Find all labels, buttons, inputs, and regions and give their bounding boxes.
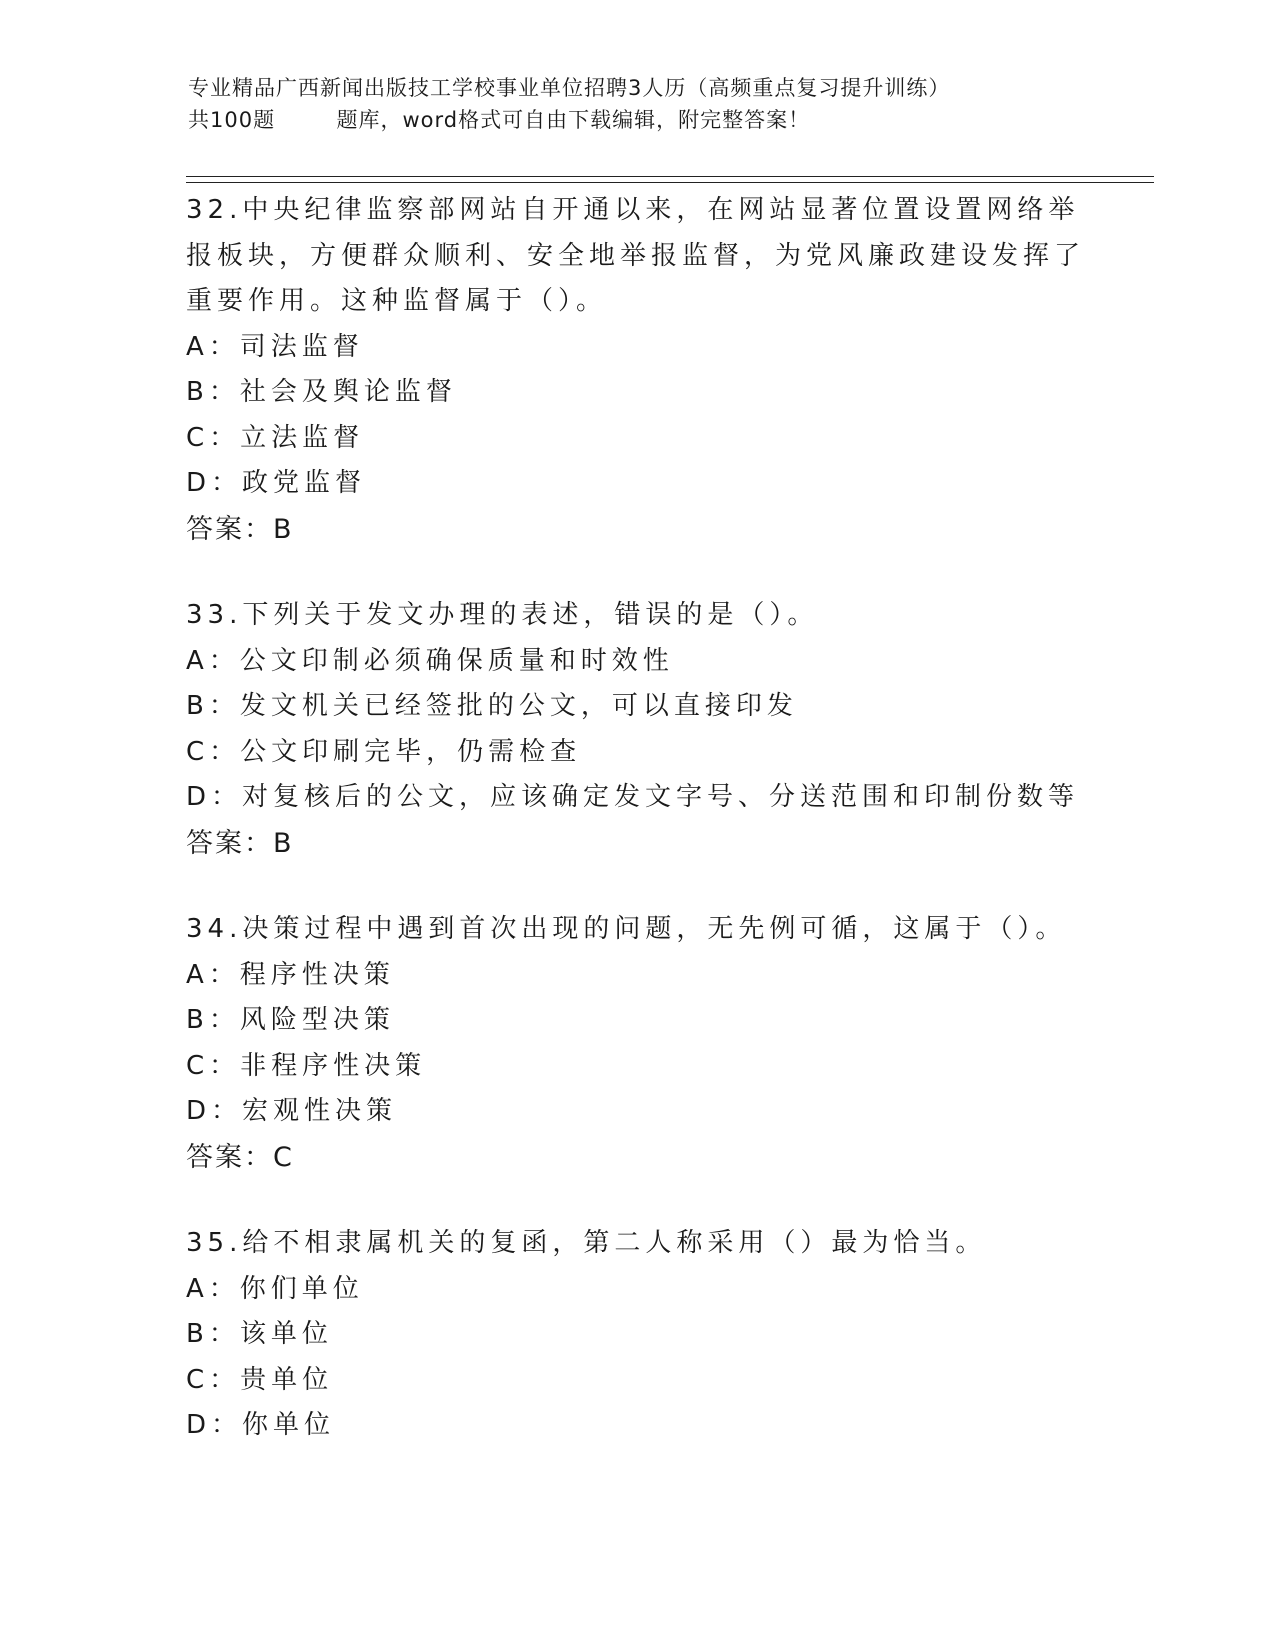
- header-title: 专业精品广西新闻出版技工学校事业单位招聘3人历（高频重点复习提升训练）: [188, 76, 951, 100]
- answer: 答案：C: [186, 1141, 294, 1173]
- question-32: [186, 188, 1086, 552]
- option-b: B：风险型决策: [186, 1005, 395, 1035]
- option-b: B：该单位: [186, 1319, 333, 1349]
- option-d: D：政党监督: [186, 468, 367, 498]
- option-c: C：立法监督: [186, 422, 365, 453]
- option-a: A：司法监督: [186, 331, 364, 362]
- option-b: B：社会及舆论监督: [186, 377, 457, 407]
- document-header: [188, 72, 1148, 136]
- question-35: [186, 1221, 1086, 1449]
- header-rule-top: [186, 176, 1154, 177]
- question-stem: 34.决策过程中遇到首次出现的问题，无先例可循，这属于（）。: [186, 914, 1067, 944]
- answer: 答案：B: [186, 827, 294, 859]
- question-33: [186, 593, 1086, 866]
- header-subtitle: 共100题 题库，word格式可自由下载编辑，附完整答案！: [188, 108, 811, 132]
- question-34: [186, 907, 1086, 1180]
- question-stem: 32.中央纪律监察部网站自开通以来，在网站显著位置设置网络举报板块，方便群众顺利、安全地举报监督，为党风廉政建设发挥了重要作用。这种监督属于（）。: [186, 195, 1086, 316]
- question-stem: 35.给不相隶属机关的复函，第二人称采用（）最为恰当。: [186, 1228, 987, 1258]
- answer: 答案：B: [186, 513, 294, 545]
- option-d: D：你单位: [186, 1410, 336, 1440]
- option-a: A：公文印制必须确保质量和时效性: [186, 645, 674, 676]
- option-a: A：你们单位: [186, 1273, 364, 1304]
- option-b: B：发文机关已经签批的公文，可以直接印发: [186, 691, 798, 721]
- option-c: C：非程序性决策: [186, 1050, 427, 1081]
- question-stem: 33.下列关于发文办理的表述，错误的是（）。: [186, 600, 819, 630]
- option-d: D：对复核后的公文，应该确定发文字号、分送范围和印制份数等: [186, 782, 1080, 812]
- option-c: C：公文印刷完毕，仍需检查: [186, 736, 582, 767]
- header-rule-bottom: [186, 182, 1154, 183]
- option-d: D：宏观性决策: [186, 1096, 398, 1126]
- option-a: A：程序性决策: [186, 959, 395, 990]
- option-c: C：贵单位: [186, 1364, 334, 1395]
- question-list: [186, 188, 1086, 1490]
